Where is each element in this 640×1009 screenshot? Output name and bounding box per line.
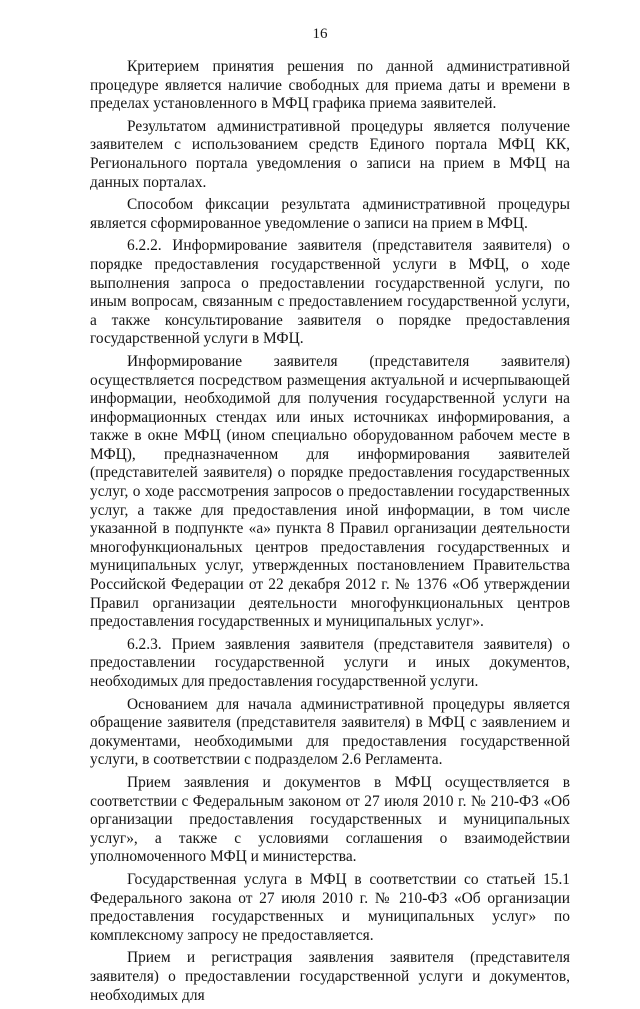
paragraph-result-fixation: Способом фиксации результата административной процедуры является сформированное уведомление о записи на прием в МФЦ. — [90, 196, 570, 232]
paragraph-registration: Прием и регистрация заявления заявителя (представителя заявителя) о предоставлении государственной услуги и документов, необходимых для — [90, 949, 570, 1004]
paragraph-6-2-3-heading: 6.2.3. Прием заявления заявителя (представителя заявителя) о предоставлении государственной услуги и иных документов, необходимых для предоставления государственной услуги. — [90, 635, 570, 690]
paragraph-complex-request: Государственная услуга в МФЦ в соответствии со статьей 15.1 Федерального закона от 27 июля 2010 г. № 210-ФЗ «Об организации предоставления государственных и муниципальных услуг» по комплексному запросу не предоставляется. — [90, 870, 570, 944]
paragraph-procedure-result: Результатом административной процедуры является получение заявителем с использованием средств Единого портала МФЦ КК, Регионального портала уведомления о записи на прием в МФЦ на данных порталах. — [90, 117, 570, 191]
paragraph-acceptance-law: Прием заявления и документов в МФЦ осуществляется в соответствии с Федеральным законом от 27 июля 2010 г. № 210-ФЗ «Об организации предоставления государственных и муниципальных услуг», а также с условиями соглашения о взаимодействии уполномоченного МФЦ и министерства. — [90, 773, 570, 866]
paragraph-6-2-2-heading: 6.2.2. Информирование заявителя (представителя заявителя) о порядке предоставления государственной услуги в МФЦ, о ходе выполнения запроса о предоставлении государственной услуги, по иным вопросам, связанным с предоставлением государственной услуги, а также консультирование заявителя о порядке предоставления государственной услуги в МФЦ. — [90, 237, 570, 348]
paragraph-procedure-basis: Основанием для начала административной процедуры является обращение заявителя (представителя заявителя) в МФЦ с заявлением и документами, необходимыми для предоставления государственной услуги, в соответствии с подразделом 2.6 Регламента. — [90, 695, 570, 769]
paragraph-decision-criterion: Критерием принятия решения по данной административной процедуре является наличие свободных для приема даты и времени в пределах установленного в МФЦ графика приема заявителей. — [90, 58, 570, 113]
page-number: 16 — [312, 26, 328, 42]
document-body — [90, 58, 570, 1009]
paragraph-informing-applicant: Информирование заявителя (представителя заявителя) осуществляется посредством размещения актуальной и исчерпывающей информации, необходимой для получения государственной услуги на информационных стендах или иных источниках информирования, а также в окне МФЦ (ином специально оборудованном рабочем месте в МФЦ), предназначенном для информирования заявителей (представителей заявителя) о порядке предоставления государственных услуг, о ходе рассмотрения запросов о предоставлении государственных услуг, а также для предоставления иной информации, в том числе указанной в подпункте «а» пункта 8 Правил организации деятельности многофункциональных центров предоставления государственных и муниципальных услуг, утвержденных постановлением Правительства Российской Федерации от 22 декабря 2012 г. № 1376 «Об утверждении Правил организации деятельности многофункциональных центров предоставления государственных и муниципальных услуг». — [90, 352, 570, 631]
